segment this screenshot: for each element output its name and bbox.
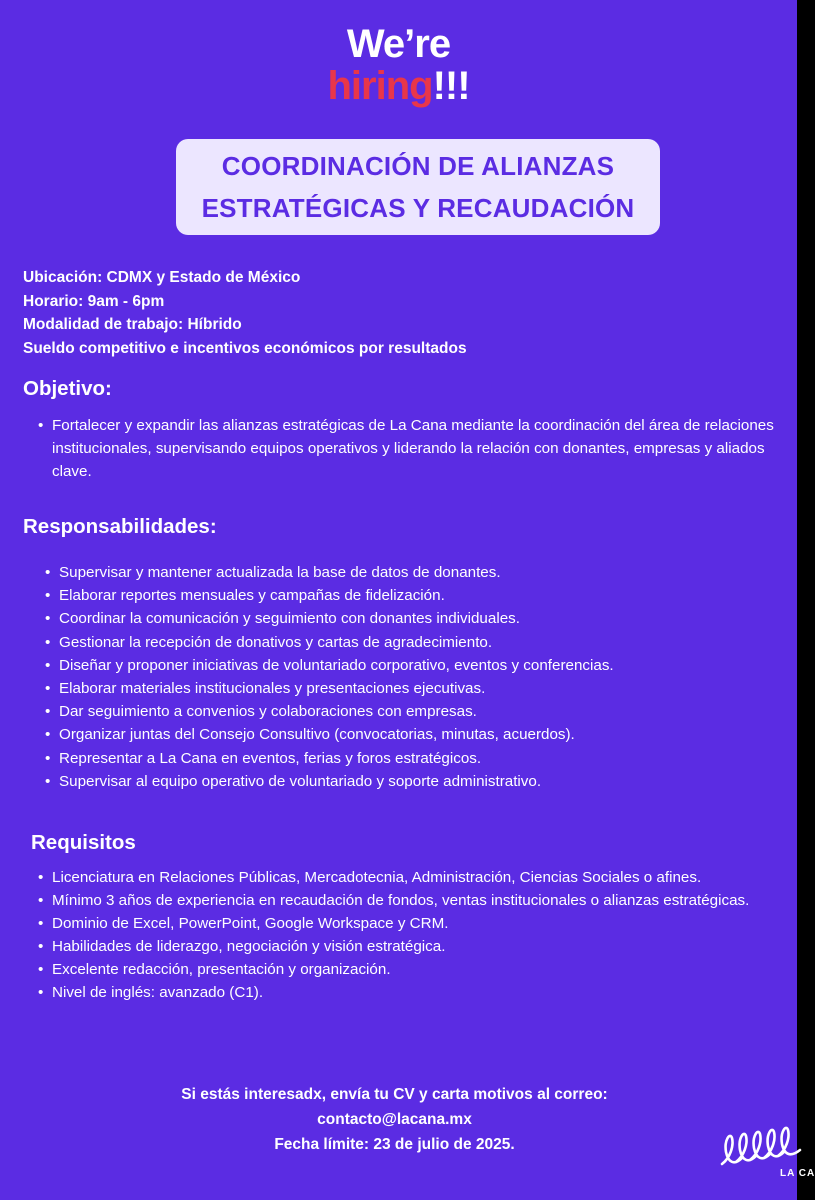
- list-item: • Diseñar y proponer iniciativas de voluntariado corporativo, eventos y conferencias.: [45, 654, 765, 677]
- headline-exclamation: !!!: [432, 64, 470, 108]
- list-item: • Nivel de inglés: avanzado (C1).: [38, 981, 771, 1004]
- list-item: • Excelente redacción, presentación y organización.: [38, 958, 771, 981]
- contact-email-link[interactable]: contacto@lacana.mx: [317, 1111, 472, 1128]
- job-facts: [23, 266, 467, 360]
- list-item: • Dar seguimiento a convenios y colaboraciones con empresas.: [45, 700, 765, 723]
- list-item: • Representar a La Cana en eventos, ferias y foros estratégicos.: [45, 747, 765, 770]
- responsibilities-heading: Responsabilidades:: [23, 515, 217, 538]
- list-item: • Fortalecer y expandir las alianzas estratégicas de La Cana mediante la coordinación del área de relaciones institucionales, supervisando equipos operativos y liderando la relación con donantes, empresas y aliados clave.: [38, 414, 778, 483]
- list-item: • Dominio de Excel, PowerPoint, Google Workspace y CRM.: [38, 912, 771, 935]
- apply-instructions: Si estás interesadx, envía tu CV y carta motivos al correo:: [181, 1086, 608, 1103]
- logo-wordmark: LA CA: [780, 1168, 815, 1179]
- list-item: • Habilidades de liderazgo, negociación y visión estratégica.: [38, 935, 771, 958]
- objective-list: [38, 414, 778, 483]
- fact-modality: Modalidad de trabajo: Híbrido: [23, 316, 242, 333]
- headline-line1: We’re: [346, 22, 451, 66]
- la-cana-logo-icon: [716, 1118, 800, 1190]
- list-item: • Supervisar al equipo operativo de voluntariado y soporte administrativo.: [45, 770, 765, 793]
- job-title-box: [176, 139, 660, 235]
- application-footer: [0, 1082, 789, 1157]
- responsibilities-list: [45, 561, 765, 793]
- list-item: • Organizar juntas del Consejo Consultivo (convocatorias, minutas, acuerdos).: [45, 723, 765, 746]
- list-item: • Mínimo 3 años de experiencia en recaudación de fondos, ventas institucionales o alianzas estratégicas.: [38, 889, 771, 912]
- requirements-list: [38, 866, 771, 1004]
- objective-heading: Objetivo:: [23, 377, 112, 400]
- headline: [0, 24, 797, 106]
- job-title-line2: ESTRATÉGICAS Y RECAUDACIÓN: [201, 193, 635, 223]
- list-item: • Elaborar materiales institucionales y presentaciones ejecutivas.: [45, 677, 765, 700]
- list-item: • Supervisar y mantener actualizada la base de datos de donantes.: [45, 561, 765, 584]
- fact-location: Ubicación: CDMX y Estado de México: [23, 269, 301, 286]
- deadline: Fecha límite: 23 de julio de 2025.: [274, 1136, 515, 1153]
- list-item: • Coordinar la comunicación y seguimiento con donantes individuales.: [45, 607, 765, 630]
- list-item: • Licenciatura en Relaciones Públicas, Mercadotecnia, Administración, Ciencias Sociales o afines.: [38, 866, 771, 889]
- fact-schedule: Horario: 9am - 6pm: [23, 292, 165, 310]
- headline-accent: hiring: [327, 64, 433, 108]
- requirements-heading: Requisitos: [31, 831, 136, 854]
- fact-salary: Sueldo competitivo e incentivos económicos por resultados: [23, 339, 467, 357]
- list-item: • Gestionar la recepción de donativos y cartas de agradecimiento.: [45, 631, 765, 654]
- list-item: • Elaborar reportes mensuales y campañas de fidelización.: [45, 584, 765, 607]
- job-title-line1: COORDINACIÓN DE ALIANZAS: [221, 151, 615, 181]
- headline-line2: [0, 66, 797, 106]
